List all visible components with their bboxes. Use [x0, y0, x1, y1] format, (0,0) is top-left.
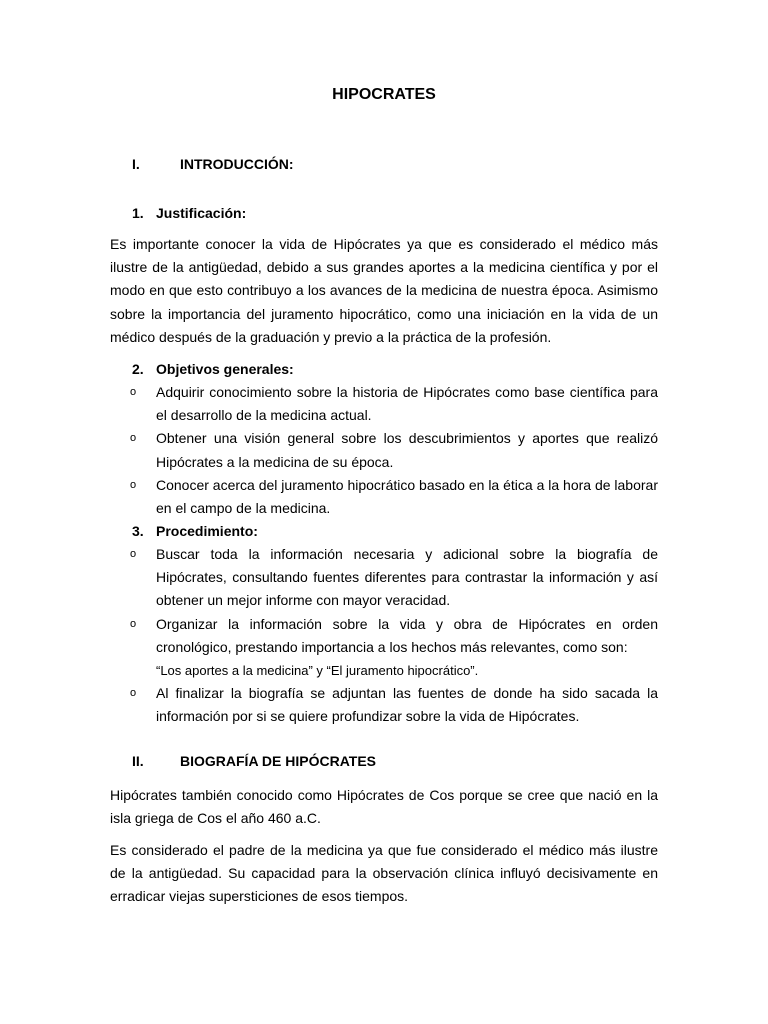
- quote-line: “Los aportes a la medicina” y “El juramento hipocrático”.: [156, 663, 479, 679]
- list-item: [110, 427, 658, 473]
- biografia-paragraph-1: Hipócrates también conocido como Hipócrates de Cos porque se cree que nació en la isla griega de Cos el año 460 a.C.: [110, 787, 658, 827]
- list-item-text: Al finalizar la biografía se adjuntan las fuentes de donde ha sido sacada la información por si se quiere profundizar sobre la vida de Hipócrates.: [156, 685, 658, 725]
- section-number: I.: [132, 156, 140, 172]
- justificacion-paragraph: Es importante conocer la vida de Hipócrates ya que es considerado el médico más ilustre de la antigüedad, debido a sus grandes aportes a la medicina científica y por el modo en que esto contribuyo a los avances de la medicina de nuestra época. Asimismo sobre la importancia del juramento hipocrático, como una iniciación en la vida de un médico después de la graduación y previo a la práctica de la profesión.: [110, 236, 658, 345]
- procedimiento-list: [110, 543, 658, 729]
- subheading-number: 2.: [132, 361, 144, 377]
- bullet-icon: o: [130, 432, 137, 445]
- section-number: II.: [132, 753, 144, 769]
- bullet-icon: o: [130, 386, 137, 398]
- subheading-title: Procedimiento:: [156, 523, 258, 539]
- biografia-paragraph-2: Es considerado el padre de la medicina ya que fue considerado el médico más ilustre de la antigüedad. Su capacidad para la observación clínica influyó decisivamente en erradicar viejas supersticiones de esos tiempos.: [110, 842, 658, 905]
- list-item: [110, 682, 658, 728]
- list-item-text: Organizar la información sobre la vida y obra de Hipócrates en orden cronológico, prestando importancia a los hechos más relevantes, como son:: [156, 615, 658, 655]
- bullet-icon: o: [130, 548, 137, 560]
- subheading-title: Justificación:: [156, 205, 247, 221]
- section-title: INTRODUCCIÓN:: [180, 156, 294, 172]
- list-item: [110, 381, 658, 427]
- list-item-text: Obtener una visión general sobre los descubrimientos y aportes que realizó Hipócrates a la medicina de su época.: [156, 430, 658, 470]
- document-title: HIPOCRATES: [332, 86, 436, 103]
- subheading-justificacion: [132, 205, 246, 221]
- list-item-text: Conocer acerca del juramento hipocrático basado en la ética a la hora de laborar en el campo de la medicina.: [156, 476, 658, 517]
- bullet-icon: o: [130, 478, 137, 491]
- list-item-text: Buscar toda la información necesaria y adicional sobre la biografía de Hipócrates, consultando fuentes diferentes para contrastar la información y así obtener un mejor informe con mayor veracidad.: [156, 546, 658, 609]
- objetivos-list: [110, 381, 658, 520]
- subheading-objetivos: [132, 361, 294, 377]
- bullet-icon: o: [130, 687, 137, 700]
- subheading-title: Objetivos generales:: [156, 361, 294, 377]
- list-item: [110, 474, 658, 520]
- subheading-number: 1.: [132, 205, 144, 221]
- list-item-text: Adquirir conocimiento sobre la historia de Hipócrates como base científica para el desarrollo de la medicina actual.: [156, 384, 658, 424]
- bullet-icon: o: [130, 617, 137, 630]
- section-heading-introduccion: [132, 156, 294, 172]
- list-item: [110, 613, 658, 683]
- subheading-number: 3.: [132, 523, 144, 539]
- section-title: BIOGRAFÍA DE HIPÓCRATES: [180, 753, 377, 769]
- list-item: [110, 543, 658, 613]
- section-heading-biografia: [132, 753, 376, 769]
- subheading-procedimiento: [132, 523, 258, 539]
